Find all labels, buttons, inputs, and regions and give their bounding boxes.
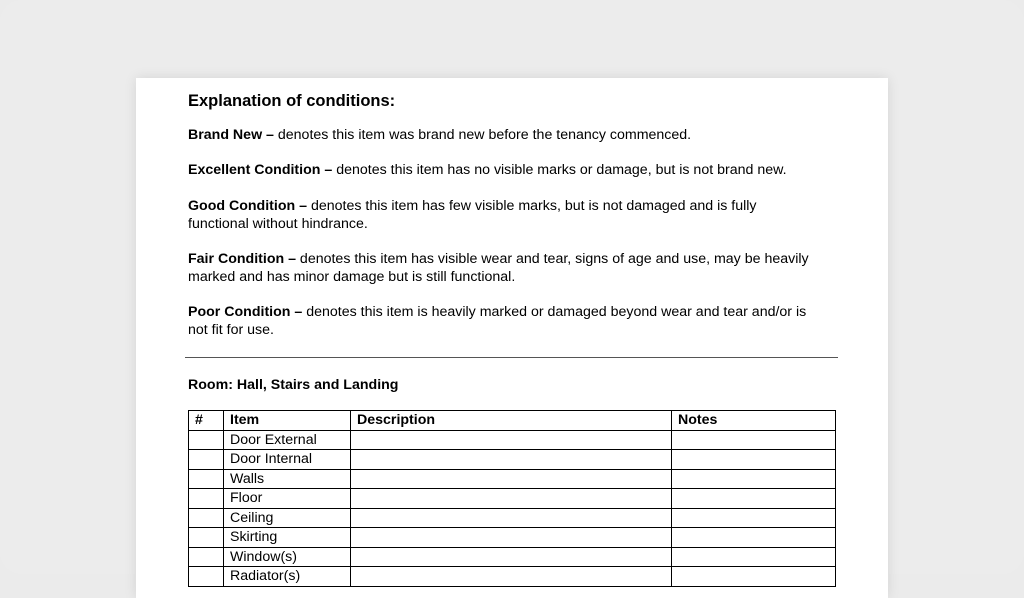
cell-notes[interactable] — [672, 489, 836, 509]
cell-notes[interactable] — [672, 469, 836, 489]
condition-brand-new — [188, 127, 838, 145]
cell-item: Door Internal — [224, 450, 351, 470]
cell-number[interactable] — [189, 489, 224, 509]
condition-term: Excellent Condition – — [188, 162, 333, 178]
cell-notes[interactable] — [672, 450, 836, 470]
cell-number[interactable] — [189, 430, 224, 450]
table-row — [189, 547, 836, 567]
cell-item: Window(s) — [224, 547, 351, 567]
header-notes: Notes — [672, 411, 836, 431]
document-page[interactable] — [136, 78, 888, 598]
condition-term: Poor Condition – — [188, 304, 303, 320]
table-row — [189, 430, 836, 450]
header-description: Description — [351, 411, 672, 431]
cell-description[interactable] — [351, 450, 672, 470]
section-divider — [185, 357, 838, 358]
cell-item: Walls — [224, 469, 351, 489]
condition-term: Fair Condition – — [188, 251, 296, 267]
table-row — [189, 489, 836, 509]
cell-notes[interactable] — [672, 547, 836, 567]
condition-description: denotes this item has no visible marks or damage, but is not brand new. — [332, 162, 787, 178]
cell-description[interactable] — [351, 567, 672, 587]
condition-term: Brand New – — [188, 127, 274, 143]
cell-description[interactable] — [351, 508, 672, 528]
condition-excellent — [188, 162, 838, 180]
condition-description: denotes this item has visible wear and tear, signs of age and use, may be heavily marked and has minor damage but is still functional. — [188, 251, 809, 285]
cell-description[interactable] — [351, 469, 672, 489]
condition-good — [188, 198, 818, 233]
cell-item: Door External — [224, 430, 351, 450]
condition-description: denotes this item is heavily marked or damaged beyond wear and tear and/or is not fit for use. — [188, 304, 807, 338]
condition-fair — [188, 251, 818, 286]
table-row — [189, 469, 836, 489]
condition-description: denotes this item has few visible marks, but is not damaged and is fully functional without hindrance. — [188, 198, 757, 232]
cell-description[interactable] — [351, 547, 672, 567]
table-header-row — [189, 411, 836, 431]
cell-number[interactable] — [189, 508, 224, 528]
table-row — [189, 450, 836, 470]
cell-notes[interactable] — [672, 508, 836, 528]
inventory-table — [188, 410, 836, 587]
header-number: # — [189, 411, 224, 431]
cell-notes[interactable] — [672, 567, 836, 587]
cell-number[interactable] — [189, 450, 224, 470]
table-row — [189, 508, 836, 528]
cell-notes[interactable] — [672, 528, 836, 548]
cell-description[interactable] — [351, 528, 672, 548]
header-item: Item — [224, 411, 351, 431]
cell-description[interactable] — [351, 430, 672, 450]
cell-item: Floor — [224, 489, 351, 509]
cell-item: Radiator(s) — [224, 567, 351, 587]
cell-description[interactable] — [351, 489, 672, 509]
conditions-heading: Explanation of conditions: — [188, 92, 396, 110]
cell-item: Skirting — [224, 528, 351, 548]
cell-number[interactable] — [189, 528, 224, 548]
condition-description: denotes this item was brand new before the tenancy commenced. — [273, 127, 692, 143]
cell-notes[interactable] — [672, 430, 836, 450]
table-row — [189, 567, 836, 587]
condition-term: Good Condition – — [188, 198, 307, 214]
table-row — [189, 528, 836, 548]
cell-number[interactable] — [189, 469, 224, 489]
condition-poor — [188, 304, 818, 339]
cell-number[interactable] — [189, 567, 224, 587]
room-title: Room: Hall, Stairs and Landing — [188, 377, 399, 393]
cell-item: Ceiling — [224, 508, 351, 528]
cell-number[interactable] — [189, 547, 224, 567]
